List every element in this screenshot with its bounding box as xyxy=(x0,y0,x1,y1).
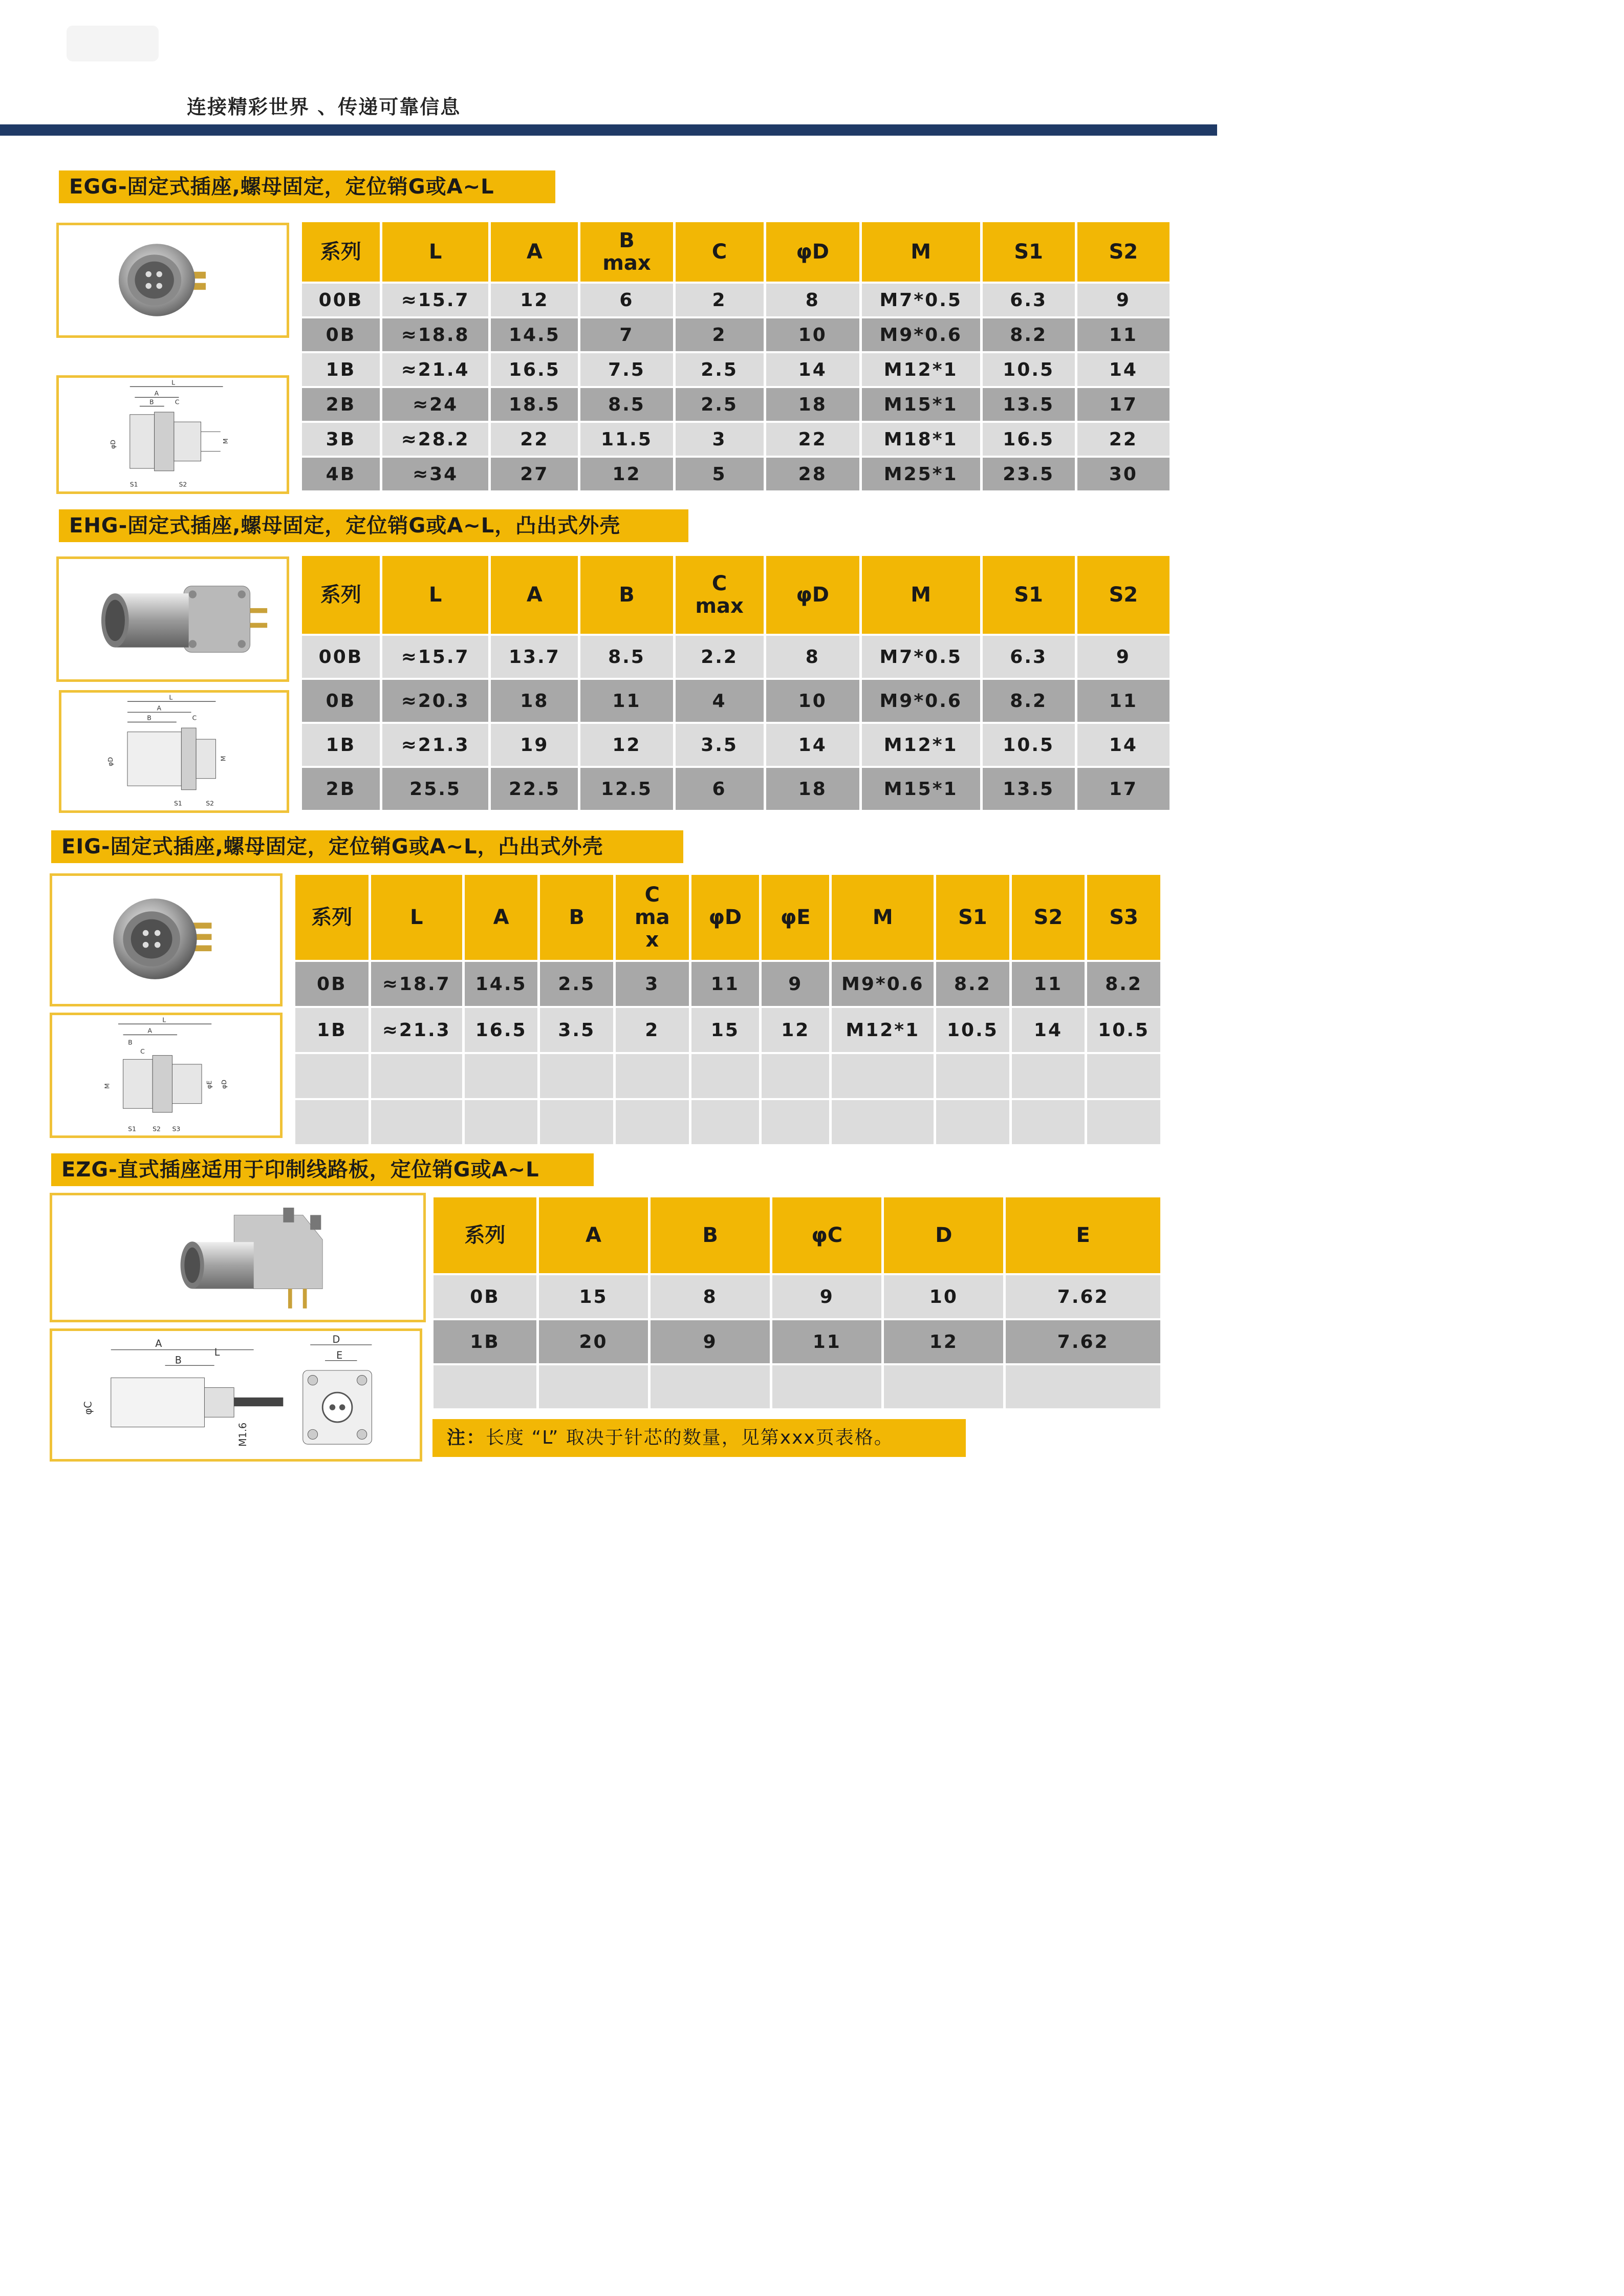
eig-table-cell xyxy=(832,1054,934,1098)
ehg-table-cell: 13.5 xyxy=(983,768,1075,810)
eig-table-cell: 16.5 xyxy=(465,1008,538,1052)
eig-table-cell: 14.5 xyxy=(465,962,538,1006)
egg-table-cell: 0B xyxy=(302,318,380,351)
ehg-header-cell: 系列 xyxy=(302,556,380,634)
ezg-table-cell xyxy=(539,1365,648,1408)
egg-table-cell: 16.5 xyxy=(491,353,578,386)
eig-header-cell: C ma x xyxy=(616,875,689,960)
egg-header-cell: S2 xyxy=(1077,222,1170,282)
svg-text:C: C xyxy=(140,1047,145,1055)
ehg-table-cell: ≈20.3 xyxy=(382,680,489,722)
ezg-table-cell: 8 xyxy=(651,1275,770,1318)
ehg-table-cell: 00B xyxy=(302,636,380,678)
ehg-table-cell: 10.5 xyxy=(983,724,1075,766)
eig-table-cell xyxy=(465,1100,538,1144)
egg-table-cell: 5 xyxy=(676,458,764,490)
ehg-table-cell: 8.5 xyxy=(580,636,673,678)
eig-table-cell: 9 xyxy=(762,962,829,1006)
eig-table-cell: ≈18.7 xyxy=(371,962,462,1006)
egg-table-cell: 14.5 xyxy=(491,318,578,351)
ehg-table-cell: 2B xyxy=(302,768,380,810)
eig-table-row xyxy=(295,962,1160,1006)
ehg-table-cell: 6 xyxy=(676,768,764,810)
ehg-table-cell: M9*0.6 xyxy=(862,680,980,722)
eig-table-cell: 8.2 xyxy=(936,962,1009,1006)
egg-table-cell: 7.5 xyxy=(580,353,673,386)
egg-header-cell: M xyxy=(862,222,980,282)
egg-table-cell: ≈18.8 xyxy=(382,318,489,351)
ehg-header-cell: A xyxy=(491,556,578,634)
eig-table-cell xyxy=(295,1054,369,1098)
ezg-header-cell: E xyxy=(1006,1197,1160,1273)
svg-text:B: B xyxy=(147,714,151,722)
eig-table-cell xyxy=(540,1054,613,1098)
egg-table-row xyxy=(302,458,1170,490)
svg-text:S2: S2 xyxy=(179,480,187,488)
egg-table-cell: 2B xyxy=(302,388,380,421)
eig-table-cell xyxy=(616,1054,689,1098)
ehg-table-cell: 19 xyxy=(491,724,578,766)
eig-table-cell: 2 xyxy=(616,1008,689,1052)
ezg-header-cell: D xyxy=(884,1197,1003,1273)
svg-text:C: C xyxy=(175,398,180,406)
eig-table-row xyxy=(295,1054,1160,1098)
eig-table-row xyxy=(295,1100,1160,1144)
egg-table-cell: 22 xyxy=(766,423,859,456)
egg-table-cell: 3 xyxy=(676,423,764,456)
svg-text:S1: S1 xyxy=(128,1125,136,1133)
ezg-table-cell xyxy=(1006,1365,1160,1408)
ezg-table-cell xyxy=(884,1365,1003,1408)
egg-table-cell: 3B xyxy=(302,423,380,456)
svg-text:S2: S2 xyxy=(206,799,214,807)
egg-dimension-drawing xyxy=(56,375,289,494)
ehg-header-cell: φD xyxy=(766,556,859,634)
ehg-header-cell: M xyxy=(862,556,980,634)
egg-header-cell: B max xyxy=(580,222,673,282)
eig-table-cell: 10.5 xyxy=(936,1008,1009,1052)
eig-table-cell xyxy=(1087,1100,1160,1144)
ehg-table-cell: 6.3 xyxy=(983,636,1075,678)
svg-text:B: B xyxy=(149,398,154,406)
ehg-table-cell: 18 xyxy=(766,768,859,810)
ezg-table-cell: 20 xyxy=(539,1320,648,1363)
ehg-header-row xyxy=(302,556,1170,634)
ezg-header-row xyxy=(434,1197,1160,1273)
eig-table-cell xyxy=(762,1054,829,1098)
eig-table-cell: 11 xyxy=(691,962,759,1006)
ezg-table-cell: 10 xyxy=(884,1275,1003,1318)
ehg-table-row xyxy=(302,724,1170,766)
svg-text:S1: S1 xyxy=(174,799,182,807)
eig-table-cell: 15 xyxy=(691,1008,759,1052)
header-slogan: 连接精彩世界 、传递可靠信息 xyxy=(187,96,461,118)
ehg-table-cell: 3.5 xyxy=(676,724,764,766)
egg-table-cell: 12 xyxy=(580,458,673,490)
eig-table-cell xyxy=(936,1100,1009,1144)
egg-table-cell: 13.5 xyxy=(983,388,1075,421)
egg-table-cell: 6.3 xyxy=(983,284,1075,316)
eig-spec-table xyxy=(293,873,1163,1146)
egg-table-cell: M9*0.6 xyxy=(862,318,980,351)
ehg-table-cell: 9 xyxy=(1077,636,1170,678)
ezg-section-title: EZG-直式插座适用于印制线路板，定位销G或A~L xyxy=(51,1153,594,1186)
ezg-note xyxy=(432,1419,966,1457)
eig-dimension-drawing xyxy=(50,1013,283,1138)
ezg-table-cell: 12 xyxy=(884,1320,1003,1363)
eig-header-cell: B xyxy=(540,875,613,960)
ezg-table-cell xyxy=(434,1365,536,1408)
ehg-table-cell: M12*1 xyxy=(862,724,980,766)
svg-text:A: A xyxy=(154,389,159,397)
ezg-table-cell: 7.62 xyxy=(1006,1320,1160,1363)
eig-table-cell xyxy=(465,1054,538,1098)
eig-header-cell: S2 xyxy=(1012,875,1085,960)
ehg-table-cell: 25.5 xyxy=(382,768,489,810)
eig-header-cell: A xyxy=(465,875,538,960)
egg-table-cell: 7 xyxy=(580,318,673,351)
ezg-table-cell: 0B xyxy=(434,1275,536,1318)
ehg-table-cell: ≈15.7 xyxy=(382,636,489,678)
svg-text:M: M xyxy=(219,756,227,762)
ehg-table-cell: 2.2 xyxy=(676,636,764,678)
egg-table-cell: 00B xyxy=(302,284,380,316)
egg-table-cell: 2.5 xyxy=(676,388,764,421)
svg-text:M: M xyxy=(222,438,230,444)
egg-header-cell: C xyxy=(676,222,764,282)
ezg-header-cell: 系列 xyxy=(434,1197,536,1273)
eig-table-cell: 2.5 xyxy=(540,962,613,1006)
egg-product-photo xyxy=(56,223,289,338)
egg-table-row xyxy=(302,353,1170,386)
eig-table-cell xyxy=(691,1054,759,1098)
ehg-table-row xyxy=(302,680,1170,722)
eig-header-cell: S3 xyxy=(1087,875,1160,960)
egg-table-row xyxy=(302,284,1170,316)
egg-table-cell: M25*1 xyxy=(862,458,980,490)
egg-table-cell: 8.2 xyxy=(983,318,1075,351)
svg-text:L: L xyxy=(171,378,176,387)
egg-table-cell: ≈34 xyxy=(382,458,489,490)
ehg-table-cell: 8 xyxy=(766,636,859,678)
eig-table-cell: 12 xyxy=(762,1008,829,1052)
svg-text:E: E xyxy=(336,1349,343,1361)
eig-header-cell: φE xyxy=(762,875,829,960)
ehg-table-cell: 0B xyxy=(302,680,380,722)
ehg-table-cell: 12.5 xyxy=(580,768,673,810)
svg-text:S3: S3 xyxy=(172,1125,181,1133)
eig-table-cell xyxy=(1012,1054,1085,1098)
egg-header-cell: φD xyxy=(766,222,859,282)
eig-header-cell: 系列 xyxy=(295,875,369,960)
ehg-table-row xyxy=(302,768,1170,810)
ehg-product-photo xyxy=(56,556,289,682)
eig-table-cell xyxy=(832,1100,934,1144)
ehg-table-cell: 1B xyxy=(302,724,380,766)
ezg-table-cell: 11 xyxy=(772,1320,881,1363)
egg-table-cell: 30 xyxy=(1077,458,1170,490)
egg-table-cell: M7*0.5 xyxy=(862,284,980,316)
egg-table-cell: 10 xyxy=(766,318,859,351)
egg-table-cell: M18*1 xyxy=(862,423,980,456)
egg-table-cell: 1B xyxy=(302,353,380,386)
eig-header-cell: L xyxy=(371,875,462,960)
eig-table-cell: 8.2 xyxy=(1087,962,1160,1006)
svg-text:A: A xyxy=(157,704,161,712)
svg-text:B: B xyxy=(128,1038,133,1046)
egg-table-cell: M12*1 xyxy=(862,353,980,386)
eig-table-cell: 0B xyxy=(295,962,369,1006)
svg-text:A: A xyxy=(155,1337,162,1349)
ehg-header-cell: S1 xyxy=(983,556,1075,634)
eig-table-cell: 3.5 xyxy=(540,1008,613,1052)
svg-text:B: B xyxy=(175,1354,182,1366)
svg-text:C: C xyxy=(192,714,197,722)
ezg-table-row xyxy=(434,1320,1160,1363)
ehg-header-cell: S2 xyxy=(1077,556,1170,634)
egg-table-cell: 27 xyxy=(491,458,578,490)
eig-table-row xyxy=(295,1008,1160,1052)
egg-table-cell: 12 xyxy=(491,284,578,316)
eig-table-cell: ≈21.3 xyxy=(371,1008,462,1052)
egg-table-cell: ≈21.4 xyxy=(382,353,489,386)
note-text: 长度 “L” 取决于针芯的数量，见第xxx页表格。 xyxy=(486,1427,894,1448)
egg-table-cell: 11 xyxy=(1077,318,1170,351)
ehg-table-cell: M7*0.5 xyxy=(862,636,980,678)
svg-text:L: L xyxy=(169,693,173,701)
ezg-table-cell xyxy=(651,1365,770,1408)
egg-table-cell: 17 xyxy=(1077,388,1170,421)
eig-table-cell xyxy=(371,1054,462,1098)
ezg-table-cell: 9 xyxy=(772,1275,881,1318)
svg-text:S1: S1 xyxy=(129,480,138,488)
ezg-table-cell xyxy=(772,1365,881,1408)
ezg-dimension-drawing xyxy=(50,1328,422,1462)
egg-table-cell: 18 xyxy=(766,388,859,421)
note-label: 注： xyxy=(447,1427,486,1448)
eig-table-cell xyxy=(371,1100,462,1144)
faint-logo-watermark xyxy=(61,15,164,72)
eig-header-cell: S1 xyxy=(936,875,1009,960)
ehg-spec-table xyxy=(299,554,1172,812)
egg-table-cell: 6 xyxy=(580,284,673,316)
ehg-table-cell: 14 xyxy=(766,724,859,766)
ehg-table-cell: ≈21.3 xyxy=(382,724,489,766)
eig-table-cell xyxy=(616,1100,689,1144)
ehg-table-cell: M15*1 xyxy=(862,768,980,810)
egg-table-cell: 22 xyxy=(1077,423,1170,456)
ehg-header-cell: C max xyxy=(676,556,764,634)
egg-table-cell: 22 xyxy=(491,423,578,456)
egg-header-cell: S1 xyxy=(983,222,1075,282)
svg-text:M: M xyxy=(103,1083,111,1089)
eig-table-cell xyxy=(295,1100,369,1144)
egg-table-row xyxy=(302,318,1170,351)
eig-header-cell: φD xyxy=(691,875,759,960)
eig-table-cell: 1B xyxy=(295,1008,369,1052)
svg-text:D: D xyxy=(332,1334,340,1346)
egg-table-cell: 2 xyxy=(676,284,764,316)
egg-header-cell: L xyxy=(382,222,489,282)
egg-table-cell: 28 xyxy=(766,458,859,490)
ezg-table-row xyxy=(434,1365,1160,1408)
eig-table-cell: 11 xyxy=(1012,962,1085,1006)
egg-header-cell: 系列 xyxy=(302,222,380,282)
svg-text:φE: φE xyxy=(205,1080,213,1089)
eig-table-cell xyxy=(1087,1054,1160,1098)
ezg-table-row xyxy=(434,1275,1160,1318)
ehg-dimension-drawing xyxy=(59,690,289,813)
ezg-header-cell: A xyxy=(539,1197,648,1273)
ezg-table-cell: 1B xyxy=(434,1320,536,1363)
egg-table-cell: 23.5 xyxy=(983,458,1075,490)
egg-table-cell: 11.5 xyxy=(580,423,673,456)
ehg-table-cell: 12 xyxy=(580,724,673,766)
egg-table-cell: 2 xyxy=(676,318,764,351)
eig-table-cell: M12*1 xyxy=(832,1008,934,1052)
eig-table-cell: 14 xyxy=(1012,1008,1085,1052)
eig-product-photo xyxy=(50,873,283,1006)
svg-text:φD: φD xyxy=(109,439,117,449)
ezg-spec-table xyxy=(431,1195,1163,1410)
egg-table-row xyxy=(302,423,1170,456)
eig-header-row xyxy=(295,875,1160,960)
ehg-table-cell: 22.5 xyxy=(491,768,578,810)
egg-table-cell: 16.5 xyxy=(983,423,1075,456)
svg-text:φC: φC xyxy=(82,1401,94,1415)
eig-section-title: EIG-固定式插座,螺母固定，定位销G或A~L，凸出式外壳 xyxy=(51,830,683,863)
ezg-product-photo xyxy=(50,1193,426,1322)
egg-table-cell: 2.5 xyxy=(676,353,764,386)
svg-text:φD: φD xyxy=(106,757,115,766)
eig-table-cell: M9*0.6 xyxy=(832,962,934,1006)
egg-table-cell: 9 xyxy=(1077,284,1170,316)
egg-table-cell: ≈24 xyxy=(382,388,489,421)
eig-header-cell: M xyxy=(832,875,934,960)
eig-table-cell xyxy=(762,1100,829,1144)
ehg-table-cell: 11 xyxy=(580,680,673,722)
eig-table-cell xyxy=(691,1100,759,1144)
egg-header-row xyxy=(302,222,1170,282)
egg-table-cell: 8.5 xyxy=(580,388,673,421)
egg-table-row xyxy=(302,388,1170,421)
eig-table-cell xyxy=(1012,1100,1085,1144)
egg-table-cell: 14 xyxy=(1077,353,1170,386)
egg-table-cell: 10.5 xyxy=(983,353,1075,386)
eig-table-cell xyxy=(540,1100,613,1144)
egg-table-cell: ≈15.7 xyxy=(382,284,489,316)
ezg-header-cell: φC xyxy=(772,1197,881,1273)
svg-text:L: L xyxy=(162,1016,166,1024)
egg-header-cell: A xyxy=(491,222,578,282)
svg-text:S2: S2 xyxy=(153,1125,161,1133)
ehg-table-cell: 18 xyxy=(491,680,578,722)
svg-text:M1.6: M1.6 xyxy=(237,1422,249,1447)
svg-text:φD: φD xyxy=(220,1080,228,1089)
egg-table-cell: 14 xyxy=(766,353,859,386)
ezg-table-cell: 15 xyxy=(539,1275,648,1318)
ehg-table-cell: 10 xyxy=(766,680,859,722)
ehg-table-cell: 13.7 xyxy=(491,636,578,678)
egg-table-cell: M15*1 xyxy=(862,388,980,421)
ehg-table-cell: 4 xyxy=(676,680,764,722)
ehg-section-title: EHG-固定式插座,螺母固定，定位销G或A~L，凸出式外壳 xyxy=(59,509,688,542)
egg-section-title: EGG-固定式插座,螺母固定，定位销G或A~L xyxy=(59,170,555,203)
ehg-header-cell: L xyxy=(382,556,489,634)
ehg-table-cell: 17 xyxy=(1077,768,1170,810)
ehg-table-row xyxy=(302,636,1170,678)
ehg-table-cell: 8.2 xyxy=(983,680,1075,722)
ezg-table-cell: 9 xyxy=(651,1320,770,1363)
ezg-table-cell: 7.62 xyxy=(1006,1275,1160,1318)
ehg-table-cell: 14 xyxy=(1077,724,1170,766)
eig-table-cell xyxy=(936,1054,1009,1098)
egg-table-cell: 18.5 xyxy=(491,388,578,421)
eig-table-cell: 10.5 xyxy=(1087,1008,1160,1052)
eig-table-cell: 3 xyxy=(616,962,689,1006)
egg-spec-table xyxy=(299,220,1172,492)
ezg-header-cell: B xyxy=(651,1197,770,1273)
egg-table-cell: ≈28.2 xyxy=(382,423,489,456)
egg-table-cell: 4B xyxy=(302,458,380,490)
svg-text:L: L xyxy=(214,1346,220,1359)
ehg-header-cell: B xyxy=(580,556,673,634)
header-bar xyxy=(0,124,1217,136)
svg-text:A: A xyxy=(147,1026,153,1035)
ehg-table-cell: 11 xyxy=(1077,680,1170,722)
egg-table-cell: 8 xyxy=(766,284,859,316)
